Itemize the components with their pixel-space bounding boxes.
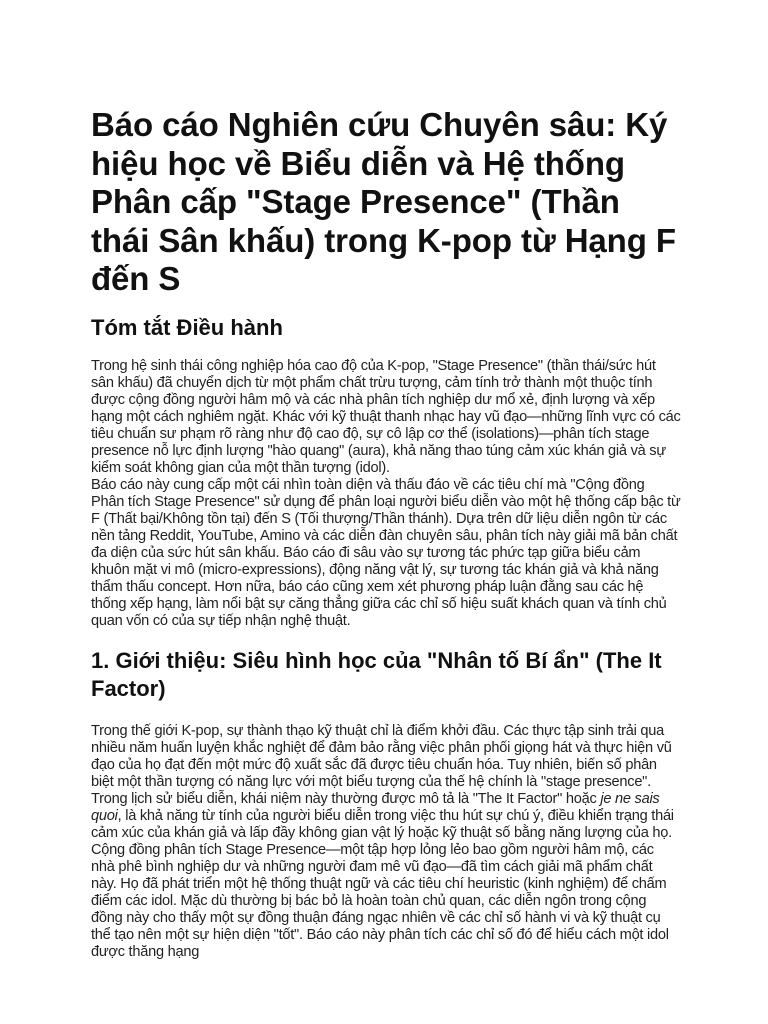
section-1-paragraph-1-text-a: Trong thế giới K-pop, sự thành thạo kỹ thuật chỉ là điểm khởi đầu. Các thực tập sinh trải qua nhiều năm huấn luyện khắc nghiệt để đảm bảo rằng việc phân phối giọng hát và thực hiện vũ đạo của họ đạt đến một mức độ xuất sắc đã được tiêu chuẩn hóa. Tuy nhiên, biến số phân biệt một thần tượng có năng lực với một biểu tượng của thế hệ chính là "stage presence". Trong lịch sử biểu diễn, khái niệm này thường được mô tả là "The It Factor" hoặc xyxy=(91,722,672,807)
executive-summary-paragraph-1: Trong hệ sinh thái công nghiệp hóa cao độ của K-pop, "Stage Presence" (thần thái/sức hút sân khấu) đã chuyển dịch từ một phẩm chất trừu tượng, cảm tính trở thành một thuộc tính được cộng đồng người hâm mộ và các nhà phân tích nghiệp dư mổ xẻ, định lượng và xếp hạng một cách nghiêm ngặt. Khác với kỹ thuật thanh nhạc hay vũ đạo—những lĩnh vực có các tiêu chuẩn sư phạm rõ ràng như độ cao độ, sự cô lập cơ thể (isolations)—phân tích stage presence nỗ lực định lượng "hào quang" (aura), khả năng thao túng cảm xúc khán giả và sự kiểm soát không gian của một thần tượng (idol). xyxy=(91,357,681,476)
executive-summary-heading: Tóm tắt Điều hành xyxy=(91,314,283,340)
section-1-heading: 1. Giới thiệu: Siêu hình học của "Nhân tố Bí ẩn" (The It Factor) xyxy=(91,647,662,701)
section-1-paragraph-1-italic: je ne sais quoi xyxy=(91,790,660,824)
section-1-paragraph-1-text-b: , là khả năng từ tính của người biểu diễn trong việc thu hút sự chú ý, điều khiển trạng thái cảm xúc của khán giả và lấp đầy không gian vật lý hoặc kỹ thuật số bằng năng lượng của họ. xyxy=(91,807,674,841)
document-title: Báo cáo Nghiên cứu Chuyên sâu: Ký hiệu học về Biểu diễn và Hệ thống Phân cấp "Stage Presence" (Thần thái Sân khấu) trong K-pop từ Hạng F đến S xyxy=(91,106,676,297)
section-1-paragraph-1 xyxy=(91,723,681,842)
executive-summary-paragraph-2: Báo cáo này cung cấp một cái nhìn toàn diện và thấu đáo về các tiêu chí mà "Cộng đồng Phân tích Stage Presence" sử dụng để phân loại người biểu diễn vào một hệ thống cấp bậc từ F (Thất bại/Không tồn tại) đến S (Tối thượng/Thần thánh). Dựa trên dữ liệu diễn ngôn từ các nền tảng Reddit, YouTube, Amino và các diễn đàn chuyên sâu, phân tích này giải mã bản chất đa diện của sức hút sân khấu. Báo cáo đi sâu vào sự tương tác phức tạp giữa biểu cảm khuôn mặt vi mô (micro-expressions), động năng vật lý, sự tương tác khán giả và khả năng thẩm thấu concept. Hơn nữa, báo cáo cũng xem xét phương pháp luận đằng sau các hệ thống xếp hạng, làm nổi bật sự căng thẳng giữa các chỉ số hiệu suất khách quan và tính chủ quan vốn có của sự tiếp nhận nghệ thuật. xyxy=(91,476,681,629)
document-page xyxy=(91,106,681,961)
section-1-paragraph-2: Cộng đồng phân tích Stage Presence—một tập hợp lỏng lẻo bao gồm người hâm mộ, các nhà phê bình nghiệp dư và những người đam mê vũ đạo—đã tìm cách giải mã phẩm chất này. Họ đã phát triển một hệ thống thuật ngữ và các tiêu chí heuristic (kinh nghiệm) để chấm điểm các idol. Mặc dù thường bị bác bỏ là hoàn toàn chủ quan, các diễn ngôn trong cộng đồng này cho thấy một sự đồng thuận đáng ngạc nhiên về các chỉ số hành vi và kỹ thuật cụ thể tạo nên một sự hiện diện "tốt". Báo cáo này phân tích các chỉ số đó để hiểu cách một idol được thăng hạng xyxy=(91,841,669,960)
